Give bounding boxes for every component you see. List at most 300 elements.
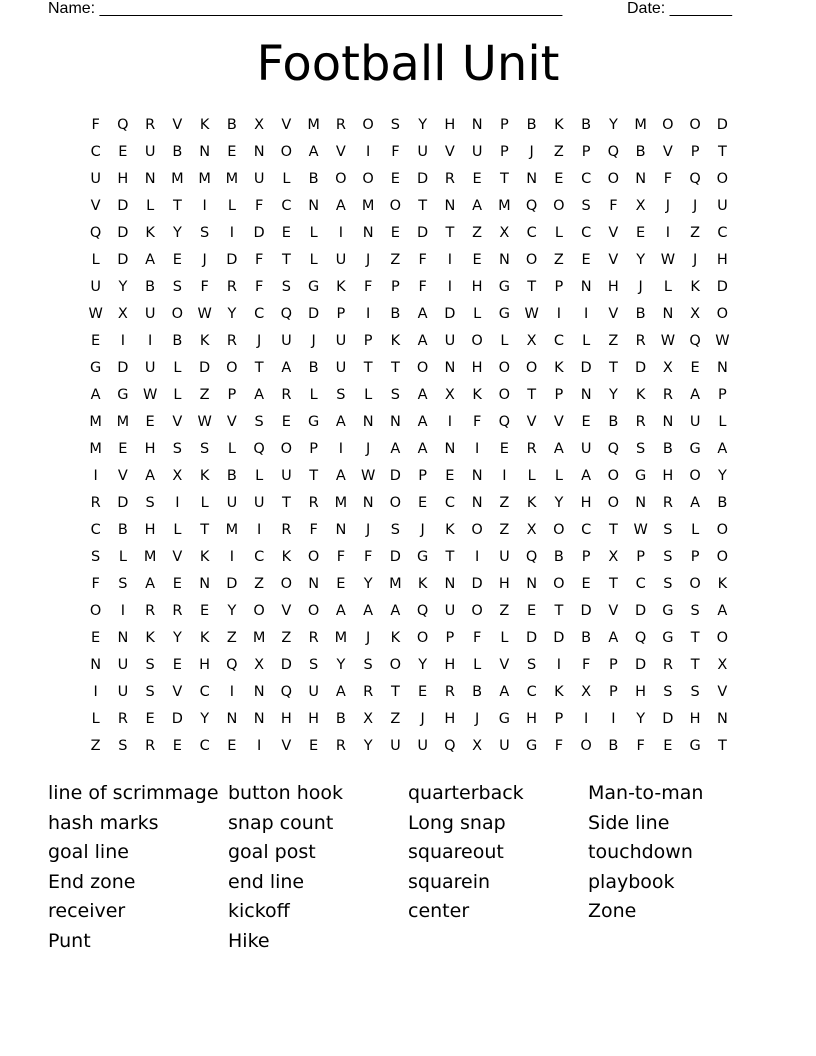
grid-letter: D [662, 711, 674, 727]
grid-letter: A [690, 387, 701, 403]
grid-letter: N [580, 387, 592, 403]
grid-letter: X [444, 387, 455, 403]
grid-row [82, 490, 736, 517]
grid-letter: W [633, 522, 648, 538]
grid-row [82, 706, 736, 733]
grid-letter: D [417, 171, 429, 187]
grid-letter: M [89, 414, 102, 430]
grid-letter: S [663, 684, 673, 700]
grid-letter: D [117, 360, 129, 376]
grid-letter: Q [117, 117, 129, 133]
grid-letter: Q [280, 684, 293, 700]
grid-letter: F [309, 522, 318, 538]
grid-letter: B [553, 549, 564, 565]
word-item: goal line [48, 841, 129, 864]
grid-letter: W [197, 306, 212, 322]
grid-letter: T [309, 468, 319, 484]
grid-letter: E [418, 495, 428, 511]
grid-letter: B [662, 441, 673, 457]
grid-letter: F [554, 738, 564, 754]
grid-letter: H [280, 711, 292, 727]
grid-letter: O [335, 171, 347, 187]
grid-letter: T [172, 198, 182, 214]
grid-letter: A [553, 441, 564, 457]
grid-letter: U [281, 468, 292, 484]
grid-letter: L [91, 252, 100, 268]
grid-letter: U [417, 144, 428, 160]
grid-letter: F [418, 279, 427, 295]
grid-letter: O [553, 522, 565, 538]
grid-letter: V [499, 657, 510, 673]
grid-letter: L [173, 387, 182, 403]
grid-letter: H [716, 252, 728, 268]
grid-letter: D [580, 360, 592, 376]
grid-letter: G [417, 549, 429, 565]
grid-letter: D [253, 225, 265, 241]
grid-letter: O [580, 738, 592, 754]
grid-letter: Z [499, 603, 510, 619]
grid-letter: Y [608, 387, 618, 403]
grid-letter: H [471, 279, 483, 295]
grid-letter: O [716, 306, 729, 322]
grid-letter: E [145, 711, 155, 727]
grid-letter: G [117, 387, 129, 403]
grid-letter: O [716, 630, 729, 646]
grid-letter: O [662, 117, 674, 133]
grid-letter: B [226, 117, 237, 133]
grid-letter: O [553, 576, 565, 592]
grid-letter: U [117, 684, 129, 700]
grid-letter: I [447, 252, 453, 268]
grid-letter: S [581, 198, 591, 214]
grid-letter: I [583, 711, 589, 727]
grid-letter: Q [689, 171, 701, 187]
grid-letter: H [526, 711, 538, 727]
grid-letter: R [281, 387, 292, 403]
grid-letter: L [663, 279, 672, 295]
grid-letter: M [307, 117, 320, 133]
grid-letter: E [581, 576, 591, 592]
grid-letter: C [635, 576, 646, 592]
grid-letter: R [444, 171, 455, 187]
grid-letter: N [580, 279, 592, 295]
grid-letter: P [418, 468, 427, 484]
grid-letter: U [90, 279, 101, 295]
word-column [408, 779, 588, 957]
grid-letter: L [691, 522, 700, 538]
grid-letter: S [91, 549, 101, 565]
grid-letter: B [226, 468, 237, 484]
grid-letter: Z [390, 252, 401, 268]
grid-row [82, 652, 736, 679]
grid-letter: H [199, 657, 211, 673]
word-item: button hook [228, 782, 344, 804]
grid-letter: M [89, 441, 102, 457]
grid-letter: J [365, 630, 371, 646]
grid-letter: U [308, 684, 319, 700]
grid-letter: N [526, 171, 538, 187]
grid-letter: E [690, 360, 700, 376]
grid-letter: E [445, 468, 455, 484]
grid-letter: D [280, 657, 292, 673]
grid-letter: T [554, 603, 564, 619]
grid-letter: H [144, 522, 156, 538]
grid-letter: Q [607, 441, 620, 457]
grid-letter: Z [390, 711, 401, 727]
grid-letter: S [145, 657, 155, 673]
grid-letter: S [281, 279, 291, 295]
grid-letter: Y [227, 603, 237, 619]
grid-letter: I [93, 468, 98, 484]
word-item: Side line [588, 811, 670, 834]
grid-letter: K [554, 117, 564, 133]
grid-letter: J [256, 333, 262, 349]
grid-letter: Y [636, 711, 646, 727]
grid-letter: O [307, 603, 320, 619]
grid-letter: C [254, 549, 265, 565]
grid-letter: Y [363, 738, 373, 754]
grid-letter: I [665, 225, 671, 241]
grid-letter: E [172, 576, 182, 592]
grid-letter: S [200, 441, 210, 457]
grid-letter: O [607, 495, 620, 511]
grid-letter: H [607, 279, 619, 295]
grid-row [82, 247, 736, 274]
grid-letter: K [526, 495, 537, 511]
grid-letter: E [118, 441, 128, 457]
word-item: receiver [48, 900, 126, 923]
grid-row [82, 409, 736, 436]
grid-letter: B [117, 522, 128, 538]
grid-letter: W [88, 306, 103, 322]
grid-letter: L [473, 306, 482, 322]
grid-letter: F [472, 414, 482, 430]
grid-letter: X [499, 225, 510, 241]
grid-letter: B [608, 738, 619, 754]
word-item: center [408, 900, 470, 923]
grid-letter: D [635, 603, 647, 619]
grid-letter: E [636, 225, 646, 241]
grid-row [82, 328, 736, 355]
grid-letter: R [281, 522, 292, 538]
grid-letter: M [225, 522, 239, 538]
grid-letter: K [635, 387, 646, 403]
grid-letter: G [662, 603, 674, 619]
grid-letter: Y [363, 576, 373, 592]
grid-letter: X [581, 684, 592, 700]
grid-letter: O [280, 576, 293, 592]
grid-letter: O [280, 441, 293, 457]
grid-letter: K [445, 522, 455, 538]
grid-letter: P [391, 279, 400, 295]
grid-letter: N [471, 117, 483, 133]
grid-letter: P [609, 657, 618, 673]
grid-letter: F [91, 576, 100, 592]
grid-letter: L [554, 468, 563, 484]
grid-letter: T [363, 360, 373, 376]
grid-letter: Z [226, 630, 237, 646]
grid-letter: N [716, 360, 728, 376]
grid-letter: J [202, 252, 207, 268]
grid-letter: D [117, 198, 129, 214]
grid-letter: I [556, 306, 562, 322]
grid-letter: V [717, 684, 728, 700]
grid-letter: N [362, 414, 374, 430]
grid-letter: D [117, 225, 129, 241]
grid-letter: N [117, 630, 129, 646]
grid-letter: I [229, 549, 235, 565]
grid-letter: L [473, 657, 482, 673]
grid-letter: K [199, 549, 210, 565]
grid-letter: Y [172, 225, 182, 241]
grid-letter: E [227, 738, 237, 754]
grid-letter: K [336, 279, 346, 295]
grid-letter: R [172, 603, 183, 619]
grid-letter: D [444, 306, 456, 322]
grid-letter: C [199, 684, 210, 700]
grid-letter: L [500, 333, 509, 349]
grid-letter: S [527, 657, 537, 673]
grid-letter: L [146, 198, 155, 214]
grid-row [82, 571, 736, 598]
grid-letter: K [417, 576, 428, 592]
grid-letter: J [420, 711, 425, 727]
grid-letter: O [525, 252, 538, 268]
grid-letter: H [689, 711, 701, 727]
grid-letter: K [199, 333, 210, 349]
grid-letter: N [90, 657, 102, 673]
grid-letter: W [524, 306, 539, 322]
grid-letter: E [145, 414, 155, 430]
grid-letter: Q [689, 333, 701, 349]
grid-letter: X [635, 198, 646, 214]
grid-row [82, 463, 736, 490]
grid-letter: E [91, 333, 101, 349]
grid-letter: N [471, 495, 483, 511]
grid-letter: X [526, 522, 537, 538]
grid-letter: O [471, 522, 483, 538]
grid-letter: Q [607, 144, 620, 160]
grid-letter: D [471, 576, 483, 592]
grid-letter: E [390, 171, 400, 187]
grid-letter: W [197, 414, 212, 430]
grid-letter: G [498, 711, 510, 727]
grid-letter: A [335, 414, 346, 430]
grid-letter: U [144, 360, 156, 376]
grid-letter: L [527, 468, 536, 484]
grid-letter: U [580, 441, 592, 457]
word-item: Zone [588, 900, 637, 923]
grid-letter: A [417, 306, 428, 322]
grid-letter: E [527, 603, 537, 619]
grid-letter: U [335, 252, 347, 268]
grid-letter: U [444, 603, 456, 619]
grid-letter: V [608, 603, 619, 619]
grid-letter: M [334, 630, 348, 646]
grid-letter: A [472, 198, 483, 214]
grid-letter: X [717, 657, 728, 673]
word-item: line of scrimmage [48, 782, 219, 804]
grid-letter: D [635, 360, 647, 376]
grid-letter: Y [172, 630, 182, 646]
grid-letter: L [118, 549, 127, 565]
grid-letter: T [445, 225, 455, 241]
grid-letter: T [281, 495, 291, 511]
grid-letter: A [417, 387, 428, 403]
grid-letter: R [145, 117, 156, 133]
grid-letter: I [256, 522, 262, 538]
grid-letter: O [389, 657, 402, 673]
grid-letter: C [90, 144, 101, 160]
grid-letter: K [554, 684, 564, 700]
grid-letter: H [117, 171, 129, 187]
grid-letter: T [608, 360, 618, 376]
grid-letter: I [611, 711, 616, 727]
grid-letter: Y [636, 252, 646, 268]
grid-letter: V [662, 144, 673, 160]
grid-row [82, 436, 736, 463]
grid-letter: W [660, 333, 676, 349]
grid-letter: R [335, 738, 346, 754]
grid-letter: E [172, 252, 182, 268]
grid-letter: I [120, 333, 126, 349]
grid-letter: O [471, 603, 483, 619]
grid-letter: Z [90, 738, 101, 754]
grid-letter: O [416, 360, 429, 376]
grid-letter: E [390, 225, 400, 241]
grid-letter: K [145, 225, 155, 241]
grid-letter: A [145, 252, 156, 268]
grid-letter: L [255, 468, 264, 484]
grid-letter: T [690, 657, 700, 673]
grid-letter: I [502, 468, 507, 484]
grid-letter: P [554, 711, 564, 727]
grid-letter: C [444, 495, 455, 511]
grid-letter: O [553, 198, 565, 214]
grid-letter: P [227, 387, 237, 403]
grid-letter: F [254, 252, 264, 268]
grid-letter: H [580, 495, 592, 511]
grid-letter: I [175, 495, 180, 511]
grid-letter: Y [717, 468, 727, 484]
grid-letter: T [608, 522, 618, 538]
grid-letter: M [143, 549, 157, 565]
grid-letter: O [716, 171, 729, 187]
word-column [588, 779, 768, 957]
grid-letter: Z [472, 225, 483, 241]
word-item: touchdown [588, 841, 693, 864]
grid-letter: S [336, 387, 346, 403]
grid-letter: Z [254, 576, 265, 592]
grid-letter: B [390, 306, 401, 322]
grid-letter: M [225, 171, 239, 187]
grid-letter: D [389, 549, 401, 565]
grid-letter: M [334, 495, 348, 511]
grid-letter: U [335, 360, 347, 376]
grid-letter: R [226, 279, 237, 295]
word-column [228, 779, 408, 957]
grid-letter: K [717, 576, 728, 592]
grid-letter: T [527, 387, 537, 403]
grid-letter: P [581, 144, 591, 160]
grid-letter: Q [525, 198, 538, 214]
grid-letter: D [526, 630, 538, 646]
grid-letter: N [498, 252, 510, 268]
grid-letter: L [554, 225, 563, 241]
grid-letter: C [581, 171, 592, 187]
grid-letter: D [308, 306, 320, 322]
grid-letter: E [581, 414, 591, 430]
grid-letter: N [308, 576, 320, 592]
word-item: Hike [228, 929, 270, 952]
grid-letter: C [254, 306, 265, 322]
grid-letter: E [91, 630, 101, 646]
grid-letter: O [389, 495, 402, 511]
grid-row [82, 355, 736, 382]
grid-letter: E [663, 738, 673, 754]
grid-letter: A [254, 387, 265, 403]
grid-letter: N [335, 522, 347, 538]
grid-letter: D [635, 657, 647, 673]
grid-letter: V [335, 144, 346, 160]
grid-letter: Q [444, 738, 456, 754]
grid-letter: O [362, 117, 374, 133]
word-item: kickoff [228, 900, 290, 923]
grid-letter: S [390, 387, 400, 403]
word-search-grid [82, 112, 736, 760]
grid-letter: X [117, 306, 128, 322]
grid-letter: T [254, 360, 264, 376]
grid-letter: D [226, 576, 238, 592]
grid-letter: N [199, 576, 211, 592]
word-item: playbook [588, 870, 675, 893]
grid-letter: L [173, 522, 182, 538]
grid-letter: X [254, 117, 265, 133]
grid-letter: M [634, 117, 647, 133]
grid-letter: P [690, 144, 700, 160]
grid-letter: X [690, 306, 701, 322]
grid-letter: S [309, 657, 319, 673]
grid-letter: T [200, 522, 210, 538]
grid-letter: A [390, 441, 401, 457]
grid-letter: A [335, 198, 346, 214]
grid-letter: F [254, 279, 264, 295]
grid-letter: B [608, 414, 619, 430]
grid-letter: K [390, 333, 401, 349]
grid-letter: R [308, 630, 319, 646]
grid-letter: F [200, 279, 209, 295]
grid-letter: N [662, 414, 674, 430]
grid-letter: V [117, 468, 128, 484]
grid-letter: L [173, 360, 182, 376]
grid-letter: L [200, 495, 209, 511]
grid-letter: R [226, 333, 237, 349]
grid-letter: B [172, 144, 183, 160]
grid-letter: E [200, 603, 210, 619]
grid-letter: O [498, 360, 511, 376]
grid-row [82, 274, 736, 301]
grid-letter: S [690, 684, 700, 700]
grid-row [82, 625, 736, 652]
grid-letter: B [717, 495, 728, 511]
grid-letter: B [635, 144, 646, 160]
grid-letter: J [529, 144, 534, 160]
page-title: Football Unit [256, 36, 560, 92]
grid-letter: I [365, 306, 371, 322]
grid-letter: O [689, 576, 701, 592]
grid-letter: Y [418, 657, 428, 673]
grid-letter: V [172, 117, 183, 133]
